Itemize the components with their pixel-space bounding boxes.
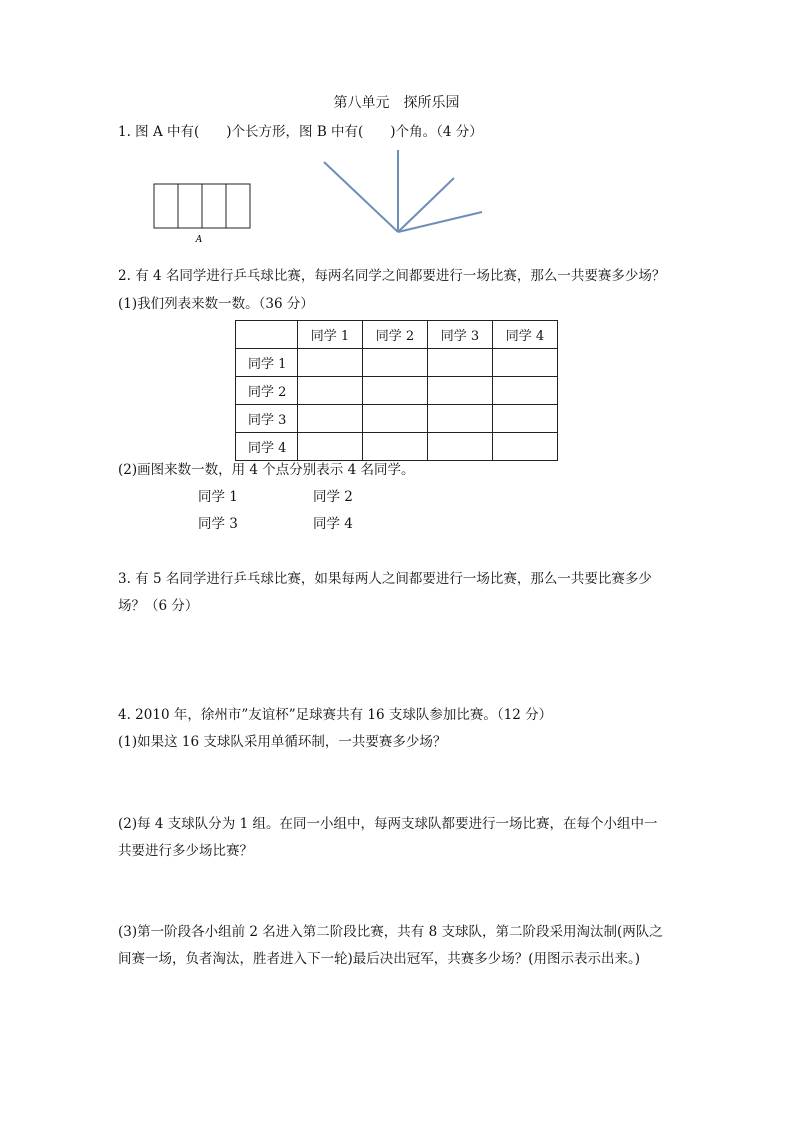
- q4-sub2-line1: (2)每 4 支球队分为 1 组。在同一小组中，每两支球队都要进行一场比赛，在每个小组中一: [118, 816, 658, 832]
- table-header-cell: 同学 2: [363, 321, 428, 349]
- figure-a-label: A: [195, 235, 203, 245]
- table-header-cell: 同学 3: [428, 321, 493, 349]
- q2-sub1: (1)我们列表来数一数。（36 分）: [118, 296, 314, 312]
- figure-a-rectangles: [148, 176, 258, 246]
- q1-text: 1. 图 A 中有( )个长方形，图 B 中有( )个角。（4 分）: [118, 124, 483, 140]
- table-row-header: 同学 1: [236, 349, 298, 377]
- table-header-cell: 同学 1: [298, 321, 363, 349]
- table-row: [236, 377, 558, 405]
- q4-sub1: (1)如果这 16 支球队采用单循环制，一共要赛多少场？: [118, 734, 447, 750]
- table-cell[interactable]: [363, 405, 428, 433]
- table-cell[interactable]: [428, 433, 493, 461]
- table-cell[interactable]: [428, 349, 493, 377]
- table-header-cell: 同学 4: [493, 321, 558, 349]
- table-cell[interactable]: [493, 377, 558, 405]
- q2-text: 2. 有 4 名同学进行乒乓球比赛，每两名同学之间都要进行一场比赛，那么一共要赛多少场？: [118, 268, 666, 284]
- point-label: 同学 1: [198, 489, 238, 505]
- table-corner-cell: [236, 321, 298, 349]
- table-cell[interactable]: [363, 377, 428, 405]
- table-row-header: 同学 4: [236, 433, 298, 461]
- angle-ray: [324, 162, 398, 232]
- table-cell[interactable]: [363, 349, 428, 377]
- table-cell[interactable]: [363, 433, 428, 461]
- q4-sub3-line1: (3)第一阶段各小组前 2 名进入第二阶段比赛，共有 8 支球队，第二阶段采用淘汰制(两队之: [118, 924, 663, 940]
- table-cell[interactable]: [493, 433, 558, 461]
- q4-text: 4. 2010 年，徐州市”友谊杯”足球赛共有 16 支球队参加比赛。（12 分）: [118, 707, 553, 723]
- figure-b-angles: [314, 144, 494, 244]
- q4-sub3-line2: 间赛一场，负者淘汰，胜者进入下一轮)最后决出冠军，共赛多少场？(用图示表示出来。): [118, 951, 641, 967]
- table-row: [236, 349, 558, 377]
- match-table: [235, 320, 558, 461]
- q4-sub2-line2: 共要进行多少场比赛？: [118, 843, 253, 859]
- table-cell[interactable]: [298, 405, 363, 433]
- table-header-row: [236, 321, 558, 349]
- table-cell[interactable]: [493, 349, 558, 377]
- angle-ray: [398, 212, 482, 232]
- point-label: 同学 2: [313, 489, 353, 505]
- table-cell[interactable]: [298, 433, 363, 461]
- table-row: [236, 433, 558, 461]
- table-cell[interactable]: [298, 377, 363, 405]
- table-cell[interactable]: [428, 405, 493, 433]
- table-cell[interactable]: [298, 349, 363, 377]
- angle-ray: [398, 178, 454, 232]
- table-cell[interactable]: [428, 377, 493, 405]
- table-row: [236, 405, 558, 433]
- page-title: 第八单元 探所乐园: [333, 95, 460, 111]
- point-label: 同学 3: [198, 516, 238, 532]
- table-row-header: 同学 3: [236, 405, 298, 433]
- q2-sub2: (2)画图来数一数，用 4 个点分别表示 4 名同学。: [118, 462, 415, 478]
- point-label: 同学 4: [313, 516, 353, 532]
- q3-line2: 场？（6 分）: [118, 598, 199, 614]
- table-cell[interactable]: [493, 405, 558, 433]
- table-row-header: 同学 2: [236, 377, 298, 405]
- q3-line1: 3. 有 5 名同学进行乒乓球比赛，如果每两人之间都要进行一场比赛，那么一共要比赛多少: [118, 571, 652, 587]
